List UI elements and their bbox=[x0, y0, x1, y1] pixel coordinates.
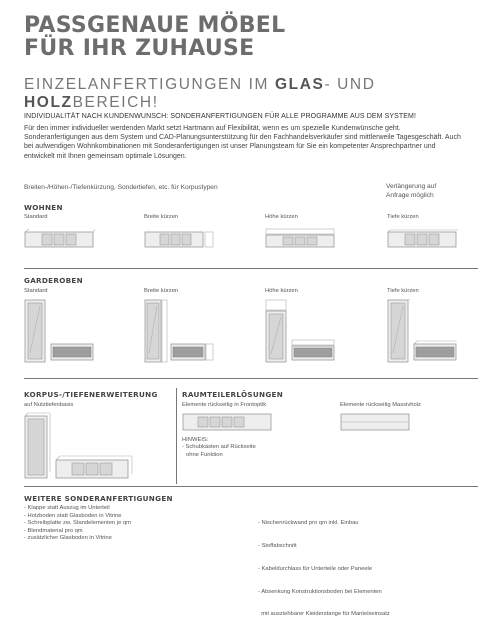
list-item: - Nischenrückwand pro qm inkl. Einbau bbox=[258, 520, 359, 527]
garderoben-label-hoehe: Höhe kürzen bbox=[265, 288, 298, 294]
raumteiler-left-drawing bbox=[182, 412, 274, 432]
divider-korpus bbox=[24, 486, 478, 487]
section-title-korpus: KORPUS-/TIEFENERWEITERUNG bbox=[24, 390, 158, 399]
list-item: - Schreibplatte zw. Standelementen je qm bbox=[24, 520, 131, 527]
raumteiler-label-left: Elemente rückseitig in Frontoptik bbox=[182, 402, 267, 408]
row-caption-right-line-1: Verlängerung auf bbox=[386, 183, 437, 190]
wohnen-standard-drawing bbox=[24, 228, 96, 250]
divider-wohnen bbox=[24, 268, 478, 269]
intro-heading: INDIVIDUALITÄT NACH KUNDENWUNSCH: SONDERANFERTIGUNGEN FÜR ALLE PROGRAMME AUS DEM SYSTEM! bbox=[24, 113, 417, 120]
row-caption-right bbox=[386, 182, 436, 200]
wohnen-label-standard: Standard bbox=[24, 214, 48, 220]
divider-vertical bbox=[176, 388, 177, 484]
korpus-drawing bbox=[24, 412, 136, 482]
wohnen-label-tiefe: Tiefe kürzen bbox=[387, 214, 419, 220]
wohnen-tiefe-drawing bbox=[387, 228, 459, 250]
subtitle bbox=[24, 76, 500, 112]
list-item: - Klappe statt Auszug im Unterteil bbox=[24, 505, 110, 511]
section-title-raumteiler: RAUMTEILERLÖSUNGEN bbox=[182, 390, 284, 399]
list-item: - Blendmaterial pro qm bbox=[24, 527, 83, 534]
weitere-list-left bbox=[24, 505, 254, 543]
subtitle-part-1: EINZELANFERTIGUNGEN IM bbox=[24, 76, 275, 93]
list-item: mit ausziehbarer Kleiderstange für Mantelseinsatz bbox=[258, 611, 390, 618]
hint-line-2: ohne Funktion bbox=[186, 451, 223, 458]
hint-line-1: - Schubkästen auf Rückseite bbox=[182, 444, 256, 451]
garderoben-breite-drawing bbox=[144, 298, 216, 364]
title-line-1: PASSGENAUE MÖBEL bbox=[24, 13, 286, 38]
row-caption-left: Breiten-/Höhen-/Tiefenkürzung, Sondertiefen, etc. für Korpustypen bbox=[24, 184, 218, 191]
korpus-label: auf Nutztiefenbasis bbox=[24, 402, 74, 408]
raumteiler-hint bbox=[182, 437, 256, 459]
wohnen-breite-drawing bbox=[144, 228, 216, 250]
section-title-wohnen: WOHNEN bbox=[24, 203, 63, 212]
garderoben-tiefe-drawing bbox=[387, 298, 459, 364]
list-item: - Kabeldurchlass für Unterteile oder Paneele bbox=[258, 565, 373, 572]
section-title-weitere: WEITERE SONDERANFERTIGUNGEN bbox=[24, 494, 173, 503]
wohnen-label-hoehe: Höhe kürzen bbox=[265, 214, 298, 220]
garderoben-hoehe-drawing bbox=[265, 298, 337, 364]
row-caption-right-line-2: Anfrage möglich bbox=[386, 192, 434, 199]
weitere-list-right bbox=[258, 505, 478, 627]
page-title bbox=[24, 14, 285, 60]
garderoben-label-tiefe: Tiefe kürzen bbox=[387, 288, 419, 294]
hint-title: HINWEIS: bbox=[182, 437, 209, 443]
garderoben-label-standard: Standard bbox=[24, 288, 48, 294]
list-item: - zusätzlicher Glasboden in Vitrine bbox=[24, 535, 112, 542]
divider-garderoben bbox=[24, 378, 478, 379]
garderoben-standard-drawing bbox=[24, 298, 96, 364]
subtitle-holz: HOLZ bbox=[24, 94, 73, 111]
section-title-garderoben: GARDEROBEN bbox=[24, 276, 83, 285]
raumteiler-label-right: Elemente rückseitig Massivholz bbox=[340, 402, 421, 408]
subtitle-part-3: BEREICH! bbox=[72, 94, 159, 111]
subtitle-glas: GLAS bbox=[274, 76, 325, 93]
title-line-2: FÜR IHR ZUHAUSE bbox=[24, 36, 255, 61]
wohnen-hoehe-drawing bbox=[265, 228, 337, 250]
list-item: - Stoffabschnitt bbox=[258, 542, 297, 549]
garderoben-label-breite: Breite kürzen bbox=[144, 288, 179, 294]
wohnen-label-breite: Breite kürzen bbox=[144, 214, 179, 220]
list-item: - Absenkung Konstruktionsboden bei Elementen bbox=[258, 588, 382, 595]
list-item: - Holzboden statt Glasboden in Vitrine bbox=[24, 512, 122, 519]
subtitle-part-2: - UND bbox=[324, 76, 376, 93]
intro-body: Für den immer individueller werdenden Markt setzt Hartmann auf Flexibilität, wenn es um spezielle Kundenwünsche geht. Sonderanfertigungen aus dem System und CAD-Planungsunterstützung für den Fachhandelsverkäufer sind mittlerweile Tagesgeschäft. Auch bei aufwendigen Wohnkombinationen mit Sonderanfertigungen ist unser Planungsteam für Sie ein kompetenter Ansprechpartner und entwickelt mit Ihnen gemeinsam optimale Lösungen. bbox=[24, 125, 461, 160]
raumteiler-right-drawing bbox=[340, 412, 412, 432]
